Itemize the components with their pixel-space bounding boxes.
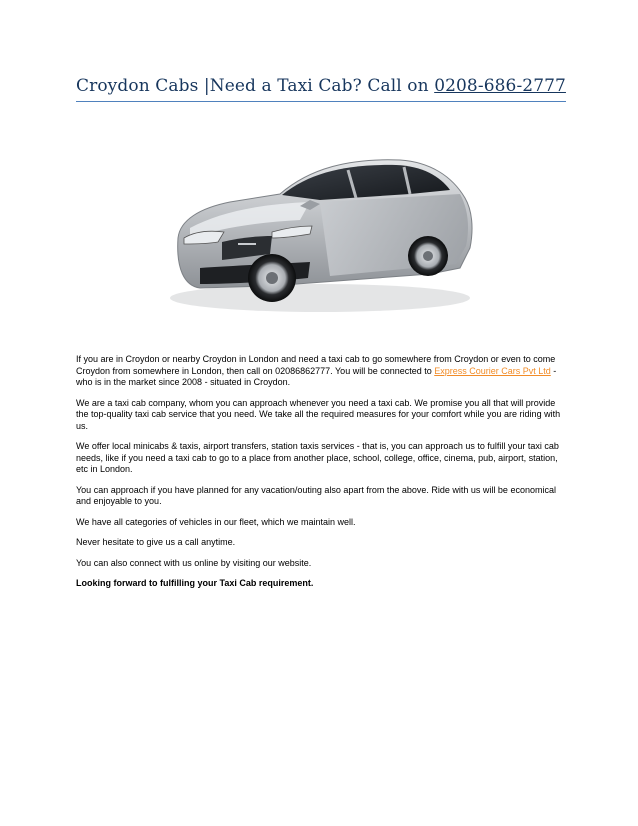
- silver-sedan-car-image: [160, 128, 480, 318]
- call-paragraph: Never hesitate to give us a call anytime.: [76, 537, 236, 547]
- intro-paragraph: [76, 354, 566, 389]
- vacation-paragraph: You can approach if you have planned for any vacation/outing also apart from the above. Ride with us will be economical and enjoyable to you.: [76, 484, 556, 506]
- title-underline-divider: [76, 101, 566, 102]
- fleet-paragraph: We have all categories of vehicles in our fleet, which we maintain well.: [76, 516, 356, 527]
- intro-text-end: - who is in the market since 2008 - situated in Croydon.: [76, 365, 557, 387]
- page-title: [76, 76, 566, 96]
- express-courier-link[interactable]: Express Courier Cars Pvt Ltd: [434, 365, 551, 376]
- article-body: [76, 354, 566, 599]
- services-paragraph: We offer local minicabs & taxis, airport transfers, station taxis services - that is, you can approach us to fulfill your taxi cab needs, like if you need a taxi cab to go to a place from another place, school, college, office, cinema, pub, airport, station, etc in London.: [76, 441, 559, 474]
- page-title-text: Croydon Cabs |Need a Taxi Cab? Call on: [76, 76, 435, 96]
- online-paragraph: You can also connect with us online by visiting our website.: [76, 557, 312, 568]
- phone-link[interactable]: 0208-686-2777: [434, 76, 566, 96]
- intro-text: If you are in Croydon or nearby Croydon in London and need a taxi cab to go somewhere from Croydon or even to come Croydon from somewhere in London, then call on 02086862777. You will be connected to: [76, 354, 556, 376]
- company-paragraph: We are a taxi cab company, whom you can approach whenever you need a taxi cab. We promise you all that will provide the top-quality taxi cab service that you need. We take all the required measures for your comfort while you are riding with us.: [76, 397, 561, 431]
- closing-paragraph: Looking forward to fulfilling your Taxi Cab requirement.: [76, 578, 314, 588]
